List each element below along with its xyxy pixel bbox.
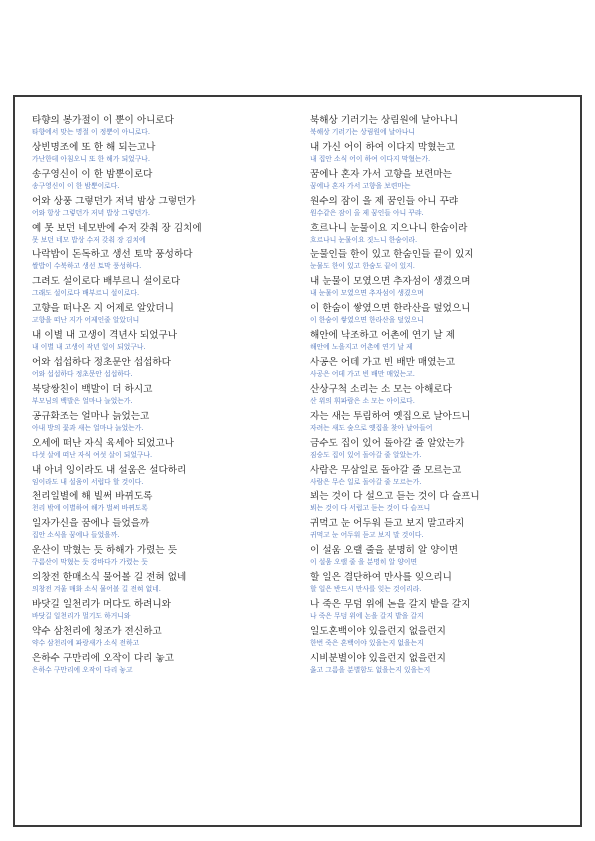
verse-line: 운산이 막혔는 듯 하해가 가렸는 듯 [32, 545, 177, 557]
modern-translation: 원수같은 잠이 올 제 꿈인들 아니 꾸랴. [310, 208, 424, 217]
verse-pair [310, 517, 572, 544]
modern-translation: 내 집안 소식 어이 하여 이다지 막혔는가. [310, 154, 431, 163]
modern-translation: 짐승도 집이 있어 돌아갈 줄 알았는가. [310, 450, 422, 459]
verse-pair [32, 356, 297, 383]
verse-line: 약수 삼천리에 청조가 전신하고 [32, 625, 162, 637]
modern-translation: 가난한데 아침오니 또 한 해가 되었구나. [32, 154, 151, 163]
verse-line: 눈물인들 한이 있고 한숨인들 끝이 있지 [310, 249, 474, 261]
verse-pair [32, 598, 297, 625]
modern-translation: 구름산이 막혔는 듯 강바다가 가렸는 듯 [32, 558, 148, 567]
verse-line: 송구영신이 이 한 밤뿐이로다 [32, 168, 153, 180]
verse-pair [32, 437, 297, 464]
verse-line: 꿈에나 혼자 가서 고향을 보련마는 [310, 168, 452, 180]
modern-translation: 내 이별 내 고생이 작년 일이 되었구나. [32, 343, 146, 352]
verse-line: 오세에 떠난 자식 육세아 되었고나 [32, 437, 174, 449]
verse-pair [32, 195, 297, 222]
verse-pair [310, 356, 572, 383]
modern-translation: 이 한숨이 쌓였으면 한라산을 덮었으니 [310, 316, 424, 325]
verse-line: 금수도 집이 있어 돌아갈 줄 알았는가 [310, 437, 465, 449]
verse-pair [310, 195, 572, 222]
verse-line: 의창전 한매소식 물어볼 길 전혀 없네 [32, 572, 187, 584]
verse-pair [310, 302, 572, 329]
verse-pair [32, 410, 297, 437]
verse-pair [32, 490, 297, 517]
verse-pair [32, 625, 297, 652]
modern-translation: 송구영신이 이 한 밤뿐이로다. [32, 181, 120, 190]
modern-translation: 어와 항상 그렇던가 저녁 밥상 그렇던가. [32, 208, 151, 217]
modern-translation: 고향을 떠난 지가 어제인줄 알았더니 [32, 316, 140, 325]
verse-line: 천리일별에 해 빌써 바뀌도록 [32, 491, 153, 503]
modern-translation: 자려는 새도 숲으로 옛집을 찾아 날아들어 [310, 423, 433, 432]
verse-pair [310, 275, 572, 302]
modern-translation: 한번 죽은 혼백이야 있을는지 없을는지 [310, 638, 424, 647]
verse-pair [32, 114, 297, 141]
modern-translation: 천리 밖에 이별하여 해가 벌써 바뀌도록 [32, 504, 148, 513]
verse-line: 상빈명조에 또 한 해 되는고나 [32, 141, 156, 153]
verse-line: 원수의 잠이 올 제 꿈인들 아니 꾸랴 [310, 195, 459, 207]
verse-pair [32, 168, 297, 195]
modern-translation: 사공은 어데 가고 빈 배만 매었는고. [310, 370, 415, 379]
verse-pair [32, 571, 297, 598]
verse-line: 예 못 보던 네모반에 수저 갖춰 장 김치에 [32, 222, 202, 234]
modern-translation: 못 보던 네모 밥상 수저 갖춰 장 김치에 [32, 235, 146, 244]
verse-line: 귀먹고 눈 어두워 듣고 보지 말고라지 [310, 518, 465, 530]
verse-pair [310, 571, 572, 598]
modern-translation: 어와 섭섭하다 정초문안 섭섭하다. [32, 370, 133, 379]
modern-translation: 북해상 기러기는 상림원에 날아나니 [310, 128, 415, 136]
verse-line: 바닷길 일천리가 머다도 하려니와 [32, 599, 171, 611]
modern-translation: 옳고 그름을 분별함도 없을는지 있을는지 [310, 665, 431, 674]
verse-pair [310, 329, 572, 356]
verse-line: 나 죽은 무덤 위에 논을 갈지 밭을 갈지 [310, 599, 471, 611]
verse-line: 고향을 떠나온 지 어제로 알았더니 [32, 303, 174, 315]
modern-translation: 할 일은 반드시 만사를 잊는 것이리라. [310, 585, 422, 594]
verse-pair [310, 437, 572, 464]
modern-translation: 꿈에나 혼자 가서 고향을 보련마는 [310, 181, 411, 190]
verse-line: 나락밥이 돈독하고 생선 토막 풍성하다 [32, 249, 193, 261]
verse-pair [32, 141, 297, 168]
modern-translation: 약수 삼천리에 파랑새가 소식 전하고 [32, 638, 140, 647]
modern-translation: 바닷길 일천리가 멀기도 하거니와 [32, 612, 131, 621]
verse-line: 자는 새는 투림하여 옛집으로 날아드니 [310, 410, 471, 422]
modern-translation: 아내 방의 꽃과 새는 얼마나 늙었는가. [32, 423, 144, 432]
verse-line: 해안에 낙조하고 어촌에 연기 날 제 [310, 330, 455, 342]
verse-line: 시비분별이야 있을런지 없을런지 [310, 652, 446, 664]
modern-translation: 집안 소식을 꿈에나 들었을까. [32, 531, 120, 540]
modern-translation: 의창전 겨울 매화 소식 물어볼 길 전혀 없네. [32, 585, 161, 594]
modern-translation: 쌀밥이 수북하고 생선 토막 풍성하다. [32, 262, 142, 271]
verse-pair [310, 114, 572, 141]
verse-pair [310, 141, 572, 168]
modern-translation: 산 위의 휘파람은 소 모는 아이로다. [310, 396, 415, 405]
verse-line: 할 일은 결단하여 만사를 잊으리니 [310, 572, 452, 584]
verse-line: 이 설움 오랠 줄을 분명히 알 양이면 [310, 545, 459, 557]
verse-line: 그려도 설이로다 배부르니 설이로다 [32, 276, 181, 288]
verse-pair [310, 410, 572, 437]
verse-line: 사공은 어데 가고 빈 배만 매였는고 [310, 357, 455, 369]
verse-pair [310, 222, 572, 249]
verse-line: 내 눈물이 모였으면 추자섬이 생겼으며 [310, 276, 471, 288]
verse-line: 내 이별 내 고생이 격년사 되었구나 [32, 330, 177, 342]
verse-line: 내 아녀 잉이라도 내 설움은 설다하리 [32, 464, 187, 476]
verse-pair [310, 490, 572, 517]
modern-translation: 뵈는 것이 다 서럽고 듣는 것이 다 슬프니 [310, 504, 431, 513]
verse-line: 북당쌍친이 백발이 더 하시고 [32, 383, 153, 395]
verse-pair [32, 275, 297, 302]
right-column [310, 114, 572, 679]
verse-pair [32, 652, 297, 679]
verse-line: 북해상 기러기는 상림원에 날아나니 [310, 115, 459, 126]
verse-line: 은하수 구만리에 오작이 다리 놓고 [32, 652, 174, 664]
verse-pair [310, 168, 572, 195]
verse-pair [32, 544, 297, 571]
modern-translation: 부모님의 백발은 얼마나 늘었는가. [32, 396, 133, 405]
verse-pair [32, 464, 297, 491]
verse-pair [310, 652, 572, 679]
modern-translation: 그래도 설이로다 배부르니 설이로다. [32, 289, 140, 298]
verse-pair [310, 383, 572, 410]
modern-translation: 눈물도 한이 있고 한숨도 끝이 있지. [310, 262, 415, 271]
verse-pair [310, 544, 572, 571]
verse-line: 이 한숨이 쌓였으면 한라산을 덮었으니 [310, 303, 471, 315]
verse-pair [310, 598, 572, 625]
modern-translation: 해안에 노을지고 어촌에 연기 날 제 [310, 343, 413, 352]
verse-line: 어와 섭섭하다 정초문안 섭섭하다 [32, 357, 171, 369]
modern-translation: 흐르나니 눈물이요 짓느니 한숨이라. [310, 235, 418, 244]
verse-pair [310, 464, 572, 491]
verse-pair [32, 248, 297, 275]
verse-pair [32, 517, 297, 544]
modern-translation: 타향에서 맞는 명절 이 정뿐이 아니로다. [32, 128, 151, 136]
verse-line: 내 가신 어이 하여 이다지 막혔는고 [310, 141, 455, 153]
document-frame [13, 95, 582, 827]
verse-line: 일도혼백이야 있을런지 없을런지 [310, 625, 446, 637]
verse-line: 산상구척 소리는 소 모는 아해로다 [310, 383, 452, 395]
modern-translation: 귀먹고 눈 어두워 듣고 보지 말 것이다. [310, 531, 424, 540]
left-column [32, 114, 297, 679]
modern-translation: 다섯 살에 떠난 자식 여섯 살이 되었구나. [32, 450, 153, 459]
verse-pair [310, 625, 572, 652]
verse-line: 사람은 무삼일로 돌아갈 줄 모르는고 [310, 464, 462, 476]
verse-pair [32, 302, 297, 329]
verse-pair [32, 329, 297, 356]
verse-line: 일자가신을 꿈에나 들었을까 [32, 518, 150, 530]
modern-translation: 내 눈물이 모였으면 추자섬이 생겼으며 [310, 289, 424, 298]
modern-translation: 임이라도 내 설움이 서럽다 할 것이다. [32, 477, 144, 486]
verse-line: 공규화조는 얼마나 늙었는고 [32, 410, 150, 422]
verse-pair [32, 222, 297, 249]
verse-line: 타향의 봉가절이 이 뿐이 아니로다 [32, 115, 174, 126]
modern-translation: 이 설움 오랠 줄 을 분명히 알 양이면 [310, 558, 418, 567]
modern-translation: 은하수 구만리에 오작이 다리 놓고 [32, 665, 133, 674]
verse-line: 어와 상풍 그렇던가 저녁 밤상 그렇던가 [32, 195, 196, 207]
verse-pair [32, 383, 297, 410]
verse-pair [310, 248, 572, 275]
modern-translation: 나 죽은 무덤 위에 논을 갈지 밭을 갈지 [310, 612, 424, 621]
verse-line: 뵈는 것이 다 설으고 듣는 것이 다 슬프니 [310, 491, 480, 503]
modern-translation: 사람은 무슨 일로 돌아갈 줄 모르는가. [310, 477, 422, 486]
verse-line: 흐르나니 눈물이요 지으나니 한숨이라 [310, 222, 468, 234]
